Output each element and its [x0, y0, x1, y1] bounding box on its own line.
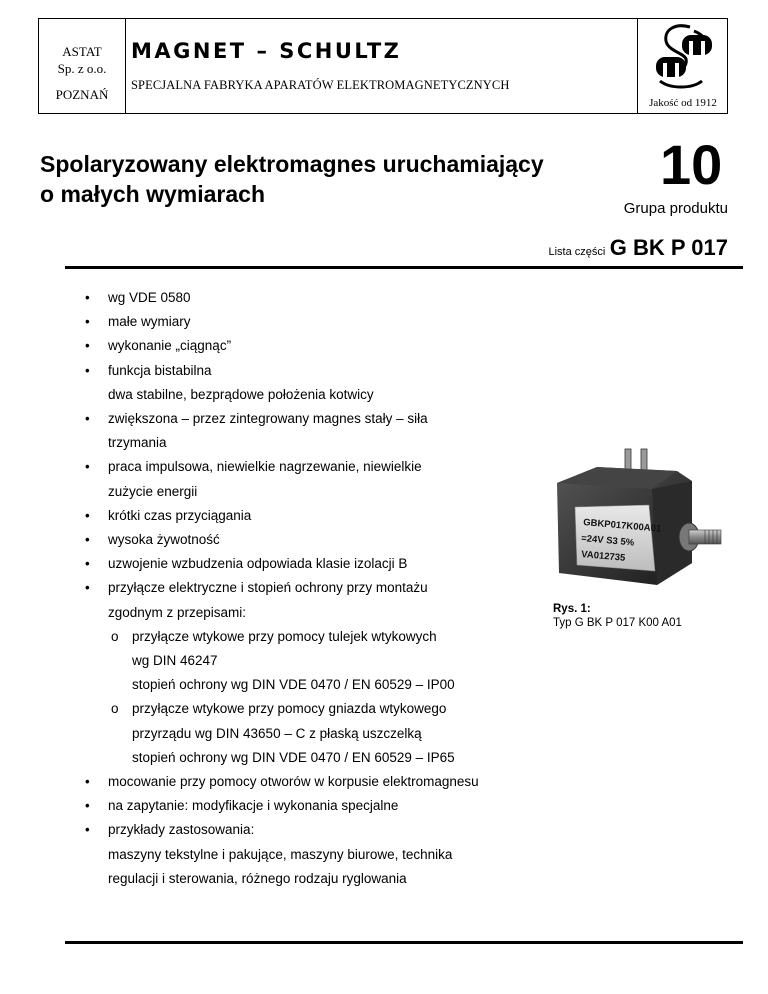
bullet-icon: • [85, 774, 90, 790]
photo-label-type: GBKP017K00A01 [582, 517, 662, 535]
bottom-rule [65, 941, 743, 944]
list-item: • mocowanie przy pomocy otworów w korpusie elektromagnesu [82, 770, 542, 794]
bullet-icon: • [85, 532, 90, 548]
list-item: • wysoka żywotność [82, 528, 542, 552]
bullet-icon: • [85, 290, 90, 305]
photo-label-serial: VA012735 [580, 549, 626, 564]
company-city: POZNAŃ [55, 87, 109, 102]
ms-logo-icon [652, 21, 716, 93]
bullet-icon: • [85, 822, 90, 838]
title-line-2: o małych wymiarach [40, 181, 265, 207]
list-item: • przyłącze elektryczne i stopień ochrony przy montażu [82, 576, 542, 600]
bullet-icon: • [85, 362, 90, 378]
sub-list-item-continuation: przyrządu wg DIN 43650 – C z płaską uszczelką [132, 725, 422, 741]
bullet-icon: • [85, 338, 90, 354]
parts-list-code: G BK P 017 [609, 235, 728, 260]
list-item: • na zapytanie: modyfikacje i wykonania specjalne [82, 794, 542, 818]
product-photo [537, 445, 727, 590]
letterhead [38, 18, 728, 114]
list-item-continuation: regulacji i sterowania, różnego rodzaju ryglowania [108, 870, 407, 886]
bullet-icon: • [85, 580, 90, 596]
list-item: • wykonanie „ciągnąc” [82, 334, 542, 358]
top-rule [65, 266, 743, 269]
bullet-icon: • [85, 798, 90, 814]
bullet-icon: • [85, 507, 90, 523]
product-group-number: 10 [660, 133, 723, 196]
list-item: • uzwojenie wzbudzenia odpowiada klasie izolacji B [82, 552, 542, 576]
figure-caption-text: Typ G BK P 017 K00 A01 [553, 617, 682, 629]
list-item: • praca impulsowa, niewielkie nagrzewanie, niewielkie [82, 455, 542, 479]
product-group-label: Grupa produktu [623, 200, 728, 217]
list-item-continuation: zużycie energii [108, 483, 198, 499]
brand-name: MAGNET – SCHULTZ [131, 39, 402, 63]
list-item: • krótki czas przyciągania [82, 504, 542, 528]
parts-list-label: Lista części [548, 246, 606, 258]
title-line-1: Spolaryzowany elektromagnes uruchamiający [40, 151, 544, 177]
list-item-continuation: maszyny tekstylne i pakujące, maszyny biurowe, technika [108, 846, 453, 862]
company-block [39, 19, 126, 113]
list-item: • wg VDE 0580 [82, 286, 542, 310]
list-item: • przykłady zastosowania: [82, 818, 542, 842]
circle-bullet-icon: o [111, 701, 119, 717]
sub-list-item: o przyłącze wtykowe przy pomocy tulejek wtykowych [82, 625, 542, 649]
sub-list-item-continuation: stopień ochrony wg DIN VDE 0470 / EN 60529 – IP00 [132, 677, 455, 693]
sub-list-item-continuation: wg DIN 46247 [132, 653, 218, 669]
quality-since: Jakość od 1912 [649, 97, 717, 109]
list-item: • funkcja bistabilna [82, 359, 542, 383]
bullet-icon: • [85, 459, 90, 475]
bullet-icon: • [85, 314, 90, 330]
parts-list [548, 235, 728, 261]
sub-list-item-continuation: stopień ochrony wg DIN VDE 0470 / EN 60529 – IP65 [132, 749, 455, 765]
list-item-continuation: dwa stabilne, bezprądowe położenia kotwicy [108, 386, 374, 402]
bullet-icon: • [85, 556, 90, 572]
feature-list [82, 286, 542, 891]
logo-block [637, 19, 728, 113]
list-item: • małe wymiary [82, 310, 542, 334]
photo-label-rating: =24V S3 5% [580, 533, 635, 549]
sub-list-item: o przyłącze wtykowe przy pomocy gniazda wtykowego [82, 697, 542, 721]
list-item: • zwiększona – przez zintegrowany magnes stały – siła [82, 407, 542, 431]
list-item-continuation: zgodnym z przepisami: [108, 604, 247, 620]
company-name: ASTAT [62, 44, 102, 59]
figure-caption-title: Rys. 1: [553, 603, 591, 615]
figure-caption [553, 602, 682, 630]
company-form: Sp. z o.o. [57, 61, 107, 76]
factory-name: SPECJALNA FABRYKA APARATÓW ELEKTROMAGNETYCZNYCH [131, 78, 510, 92]
circle-bullet-icon: o [111, 628, 119, 644]
list-item-continuation: trzymania [108, 435, 167, 451]
product-title [40, 149, 544, 209]
bullet-icon: • [85, 411, 90, 427]
